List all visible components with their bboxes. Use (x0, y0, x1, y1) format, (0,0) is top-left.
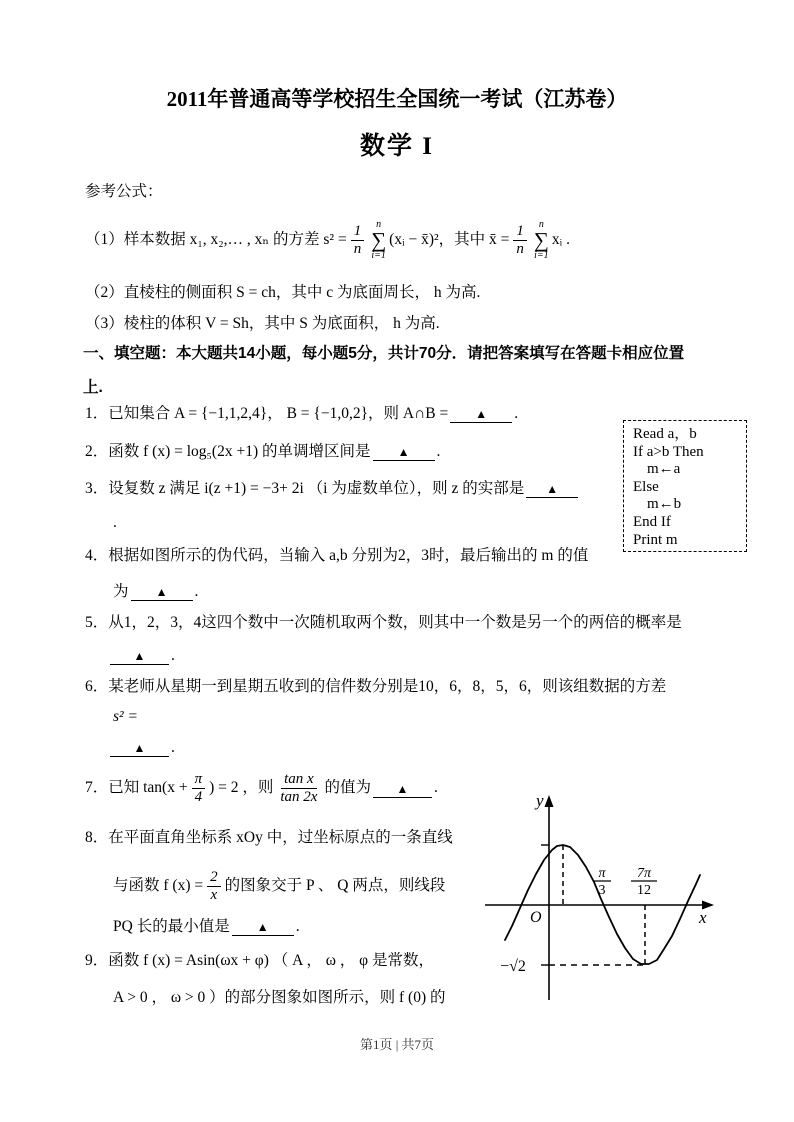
question-4-line2-pre: 为 (113, 583, 129, 600)
summation-lower-limit: i=1 (534, 249, 549, 261)
y-axis-label: y (536, 791, 544, 810)
question-6-tail: . (171, 739, 175, 756)
min-point-numerator: 7π (636, 866, 652, 881)
fraction-1-over-n (513, 223, 527, 257)
question-3 (85, 479, 580, 498)
pseudocode-box (623, 420, 747, 552)
question-3-line2: . (113, 514, 117, 531)
question-2-text: 2．函数 f (x) = log₅(2x +1) 的单调增区间是 (85, 443, 371, 460)
formula1-mid: (xᵢ − x̄)²，其中 x̄ = (389, 231, 510, 249)
question-7-pre: 7．已知 tan(x + (85, 779, 188, 797)
question-4-tail: . (194, 583, 199, 600)
origin-label: O (530, 909, 542, 926)
question-6-line3 (108, 738, 175, 757)
fraction-1-over-n (351, 223, 365, 257)
zero-cross-numerator: π (598, 866, 606, 881)
fraction-numerator: 2 (207, 869, 221, 887)
pseudocode-line: Read a，b (633, 426, 697, 442)
pseudocode-line: m←b (647, 496, 682, 513)
section-header-line1: 一、填空题：本大题共14小题，每小题5分，共计70分．请把答案填写在答题卡相应位置 (83, 345, 685, 362)
answer-blank (373, 442, 435, 461)
question-8-line2 (113, 862, 445, 910)
question-8-line3-pre: PQ 长的最小值是 (113, 918, 230, 935)
min-point-denominator: 12 (637, 883, 651, 898)
question-2-tail: . (436, 443, 441, 460)
question-1 (85, 404, 518, 423)
question-1-tail: . (514, 405, 519, 422)
page-footer: 第1页 | 共7页 (359, 1037, 435, 1052)
fraction-numerator: 1 (513, 223, 527, 241)
min-value-label: −√2 (500, 958, 526, 975)
fraction-numerator: 1 (351, 223, 365, 241)
fraction-tanx-over-tan2x (277, 771, 320, 805)
blank-triangle-icon: ▲ (397, 445, 410, 460)
summation-symbol (534, 220, 549, 260)
question-2 (85, 442, 440, 461)
answer-blank (232, 917, 294, 936)
answer-blank (526, 479, 578, 498)
zero-cross-denominator: 3 (598, 883, 606, 898)
question-8-tail: . (295, 918, 300, 935)
question-8-line3 (113, 917, 300, 936)
fraction-numerator: tan x (281, 771, 317, 789)
blank-triangle-icon: ▲ (256, 920, 269, 935)
question-4-line2 (113, 582, 198, 601)
fraction-denominator: n (516, 240, 524, 257)
answer-blank (131, 582, 193, 601)
fraction-numerator: π (192, 771, 206, 789)
question-6-line2: s² = (113, 708, 139, 725)
page-title: 2011年普通高等学校招生全国统一考试（江苏卷） (166, 87, 628, 111)
reference-formula-2: （2）直棱柱的侧面积 S = ch，其中 c 为底面周长， h 为高. (85, 284, 481, 301)
fraction-denominator: n (353, 240, 362, 257)
reference-formula-1 (85, 212, 570, 268)
sigma-icon: ∑ (371, 227, 387, 252)
question-1-text: 1．已知集合 A = {−1,1,2,4}， B = {−1,0,2}，则 A∩B = (85, 405, 449, 422)
question-7-tail: . (433, 779, 438, 797)
formula1-pre: （1）样本数据 x₁, x₂,… , xₙ 的方差 s² = (85, 231, 347, 249)
question-7-post: 的值为 (324, 779, 371, 797)
blank-triangle-icon: ▲ (133, 741, 146, 756)
pseudocode-line: m←a (647, 461, 681, 478)
question-6-line1: 6．某老师从星期一到星期五收到的信件数分别是10，6，8，5，6，则该组数据的方差 (85, 678, 667, 695)
fraction-pi-over-4 (192, 771, 206, 805)
blank-triangle-icon: ▲ (396, 781, 409, 796)
fraction-denominator: 4 (194, 788, 203, 805)
question-8-line1: 8．在平面直角坐标系 xOy 中，过坐标原点的一条直线 (85, 829, 453, 846)
summation-lower-limit: i=1 (371, 249, 386, 261)
answer-blank (373, 779, 432, 798)
question-4-line1: 4．根据如图所示的伪代码，当输入 a,b 分别为2，3时，最后输出的 m 的值 (85, 547, 589, 564)
blank-triangle-icon: ▲ (475, 407, 488, 422)
blank-triangle-icon: ▲ (546, 482, 559, 497)
y-axis-arrow-icon (545, 795, 554, 807)
answer-blank (450, 404, 512, 423)
question-8-line2-pre: 与函数 f (x) = (113, 877, 204, 895)
summation-upper-limit: n (376, 219, 382, 230)
fraction-denominator: tan 2x (280, 788, 318, 805)
blank-triangle-icon: ▲ (133, 649, 146, 664)
question-7 (85, 764, 438, 812)
blank-triangle-icon: ▲ (155, 585, 168, 600)
sigma-icon: ∑ (533, 227, 549, 252)
question-3-text: 3．设复数 z 满足 i(z +1) = −3+ 2i （i 为虚数单位），则 z 的实部是 (85, 480, 525, 497)
pseudocode-line: Else (633, 478, 659, 495)
reference-formula-3: （3）棱柱的体积 V = Sh，其中 S 为底面积， h 为高. (85, 315, 440, 332)
x-axis-label: x (699, 908, 707, 927)
answer-blank (110, 646, 169, 665)
question-9-line2: A > 0 ， ω > 0 ）的部分图象如图所示，则 f (0) 的 (113, 989, 446, 1006)
pseudocode-line: If a>b Then (633, 443, 704, 460)
section-header-line2: 上. (83, 379, 103, 396)
fraction-2-over-x (207, 869, 221, 903)
question-8-line2-post: 的图象交于 P 、 Q 两点，则线段 (224, 877, 446, 895)
question-5-tail: . (171, 647, 175, 664)
answer-blank (110, 738, 169, 757)
summation-upper-limit: n (538, 219, 544, 230)
summation-symbol (371, 220, 386, 260)
question-5-line1: 5．从1，2，3，4这四个数中一次随机取两个数，则其中一个数是另一个的两倍的概率是 (85, 614, 682, 631)
formula1-end: xᵢ . (551, 231, 570, 249)
pseudocode-line: Print m (633, 531, 678, 548)
reference-heading: 参考公式： (85, 183, 163, 200)
pseudocode-line: End If (633, 513, 671, 530)
fraction-denominator: x (210, 886, 218, 903)
page-subtitle: 数学 I (360, 133, 434, 160)
question-7-mid: ) = 2 ，则 (209, 779, 274, 797)
sine-graph (480, 790, 720, 1015)
question-9-line1: 9．函数 f (x) = Asin(ωx + φ) （ A ， ω ， φ 是常数， (85, 952, 434, 969)
question-5-line2 (108, 646, 175, 665)
